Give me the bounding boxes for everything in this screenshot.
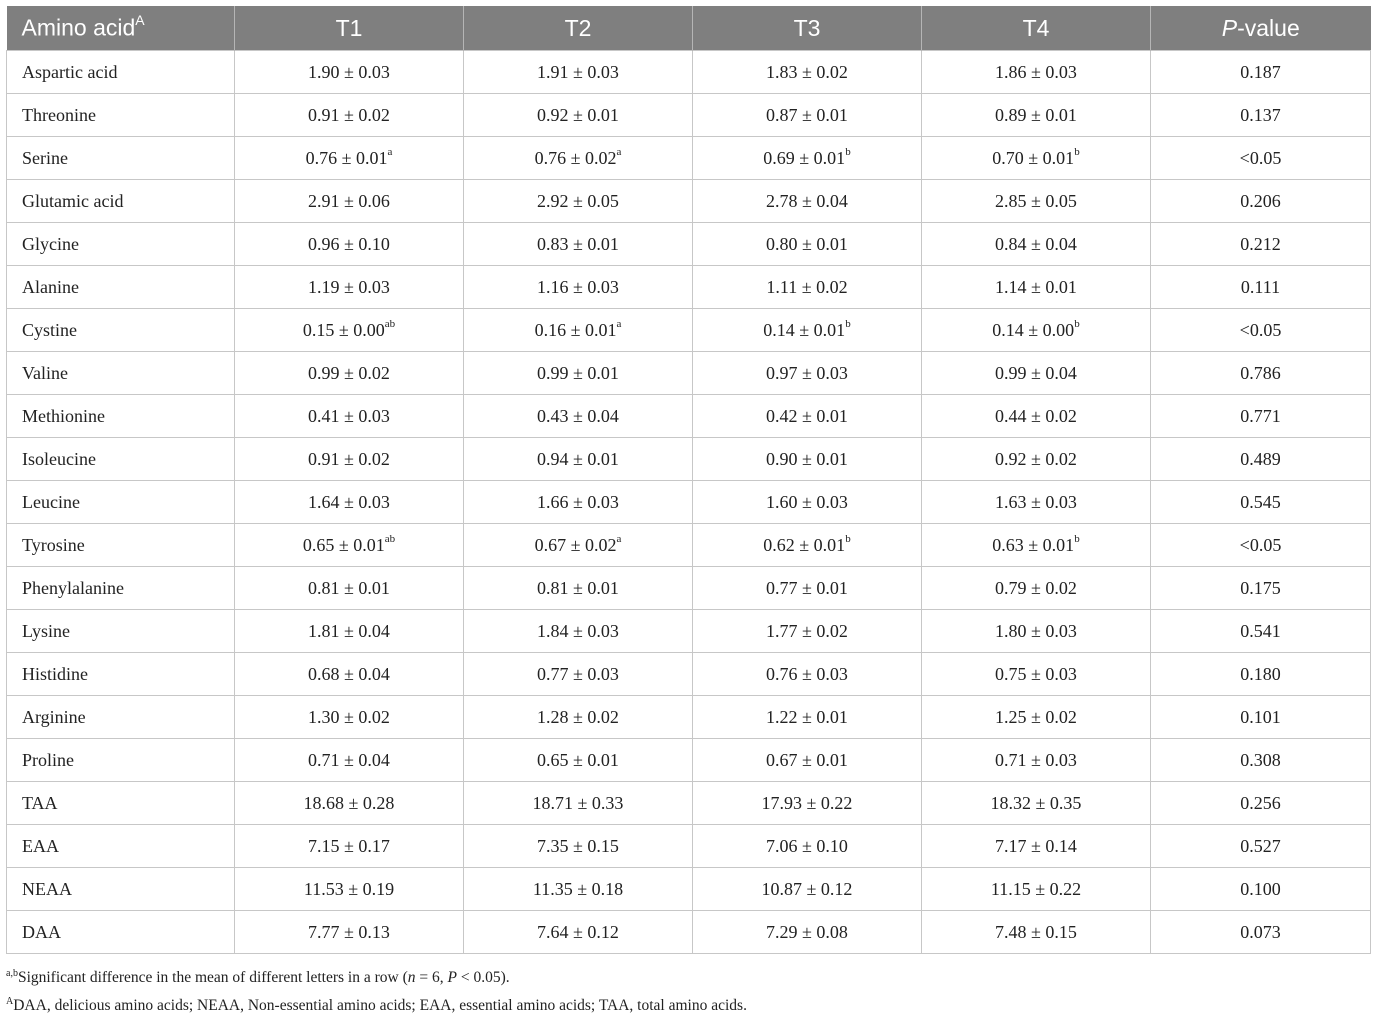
amino-acid-name: Proline — [7, 739, 235, 782]
cell-value: 0.89 ± 0.01 — [995, 104, 1077, 125]
p-value-cell: 0.489 — [1151, 438, 1371, 481]
value-cell-t4 — [922, 911, 1151, 954]
table-body — [7, 51, 1371, 954]
cell-value: 1.80 ± 0.03 — [995, 620, 1077, 641]
cell-value: 0.65 ± 0.01 — [537, 749, 619, 770]
table-header — [7, 6, 1371, 51]
cell-value: 1.19 ± 0.03 — [308, 276, 390, 297]
value-cell-t1 — [235, 739, 464, 782]
amino-acid-name: Threonine — [7, 94, 235, 137]
cell-value: 0.16 ± 0.01 — [534, 319, 617, 340]
footnote-abbreviations: $^A$DAA, delicious amino acids; NEAA, Non-essential amino acids; EAA, essential amino acids; TAA, total amino acids. — [6, 996, 747, 1015]
value-cell-t3 — [693, 610, 922, 653]
significance-letter: b — [1074, 145, 1080, 158]
cell-value: 1.90 ± 0.03 — [308, 61, 390, 82]
value-cell-t4 — [922, 94, 1151, 137]
cell-value: 1.14 ± 0.01 — [995, 276, 1077, 297]
value-cell-t3 — [693, 180, 922, 223]
value-cell-t2 — [464, 696, 693, 739]
p-value-cell: 0.206 — [1151, 180, 1371, 223]
cell-value: 1.22 ± 0.01 — [766, 706, 848, 727]
value-cell-t1 — [235, 309, 464, 352]
cell-value: 0.92 ± 0.01 — [537, 104, 619, 125]
cell-value: 0.67 ± 0.02 — [534, 534, 617, 555]
significance-letter: b — [1074, 317, 1080, 330]
header-t3: T3 — [693, 6, 922, 51]
p-value-cell: 0.545 — [1151, 481, 1371, 524]
table-row — [7, 524, 1371, 567]
amino-acid-name: Aspartic acid — [7, 51, 235, 94]
cell-value: 0.43 ± 0.04 — [537, 405, 619, 426]
p-value-cell: 0.308 — [1151, 739, 1371, 782]
cell-value: 0.71 ± 0.03 — [995, 749, 1077, 770]
cell-value: 7.48 ± 0.15 — [995, 921, 1077, 942]
value-cell-t2 — [464, 653, 693, 696]
value-cell-t2 — [464, 567, 693, 610]
significance-letter: ab — [384, 532, 396, 545]
cell-value: 18.68 ± 0.28 — [303, 792, 395, 813]
value-cell-t4 — [922, 524, 1151, 567]
significance-letter: b — [845, 532, 851, 545]
value-cell-t1 — [235, 782, 464, 825]
cell-value: 1.60 ± 0.03 — [766, 491, 848, 512]
cell-value: 0.76 ± 0.03 — [766, 663, 848, 684]
cell-value: 0.91 ± 0.02 — [308, 448, 390, 469]
p-value-cell: 0.786 — [1151, 352, 1371, 395]
value-cell-t1 — [235, 696, 464, 739]
cell-value: 2.92 ± 0.05 — [537, 190, 619, 211]
table-row — [7, 825, 1371, 868]
value-cell-t3 — [693, 868, 922, 911]
cell-value: 0.81 ± 0.01 — [537, 577, 619, 598]
value-cell-t2 — [464, 739, 693, 782]
cell-value: 2.91 ± 0.06 — [308, 190, 390, 211]
value-cell-t1 — [235, 51, 464, 94]
table-row — [7, 51, 1371, 94]
value-cell-t4 — [922, 395, 1151, 438]
p-value-cell: 0.175 — [1151, 567, 1371, 610]
amino-acid-name: Tyrosine — [7, 524, 235, 567]
header-amino-acid-sup: A — [135, 12, 145, 29]
cell-value: 0.96 ± 0.10 — [308, 233, 390, 254]
value-cell-t2 — [464, 309, 693, 352]
cell-value: 0.94 ± 0.01 — [537, 448, 619, 469]
value-cell-t1 — [235, 266, 464, 309]
value-cell-t3 — [693, 825, 922, 868]
value-cell-t1 — [235, 610, 464, 653]
amino-acid-name: Serine — [7, 137, 235, 180]
table-row — [7, 481, 1371, 524]
value-cell-t4 — [922, 567, 1151, 610]
p-value-cell: 0.073 — [1151, 911, 1371, 954]
p-value-cell: 0.212 — [1151, 223, 1371, 266]
value-cell-t3 — [693, 524, 922, 567]
amino-acid-name: Glutamic acid — [7, 180, 235, 223]
significance-letter: a — [616, 532, 622, 545]
header-t1: T1 — [235, 6, 464, 51]
table-row — [7, 653, 1371, 696]
cell-value: 0.81 ± 0.01 — [308, 577, 390, 598]
value-cell-t2 — [464, 51, 693, 94]
p-value-cell: 0.111 — [1151, 266, 1371, 309]
value-cell-t3 — [693, 94, 922, 137]
table-row — [7, 610, 1371, 653]
cell-value: 0.97 ± 0.03 — [766, 362, 848, 383]
p-value-cell: 0.541 — [1151, 610, 1371, 653]
cell-value: 1.66 ± 0.03 — [537, 491, 619, 512]
value-cell-t1 — [235, 825, 464, 868]
value-cell-t1 — [235, 94, 464, 137]
value-cell-t4 — [922, 180, 1151, 223]
value-cell-t2 — [464, 180, 693, 223]
cell-value: 0.76 ± 0.02 — [534, 147, 617, 168]
significance-letter: b — [845, 145, 851, 158]
value-cell-t2 — [464, 868, 693, 911]
cell-value: 0.63 ± 0.01 — [992, 534, 1075, 555]
cell-value: 18.32 ± 0.35 — [990, 792, 1082, 813]
cell-value: 0.65 ± 0.01 — [302, 534, 385, 555]
cell-value: 1.16 ± 0.03 — [537, 276, 619, 297]
cell-value: 1.84 ± 0.03 — [537, 620, 619, 641]
significance-letter: b — [845, 317, 851, 330]
p-value-cell: 0.256 — [1151, 782, 1371, 825]
value-cell-t4 — [922, 51, 1151, 94]
value-cell-t4 — [922, 868, 1151, 911]
cell-value: 0.99 ± 0.04 — [995, 362, 1077, 383]
cell-value: 11.35 ± 0.18 — [532, 878, 624, 899]
amino-acid-name: Leucine — [7, 481, 235, 524]
value-cell-t2 — [464, 524, 693, 567]
cell-value: 0.15 ± 0.00 — [302, 319, 385, 340]
value-cell-t1 — [235, 868, 464, 911]
cell-value: 0.70 ± 0.01 — [992, 147, 1075, 168]
value-cell-t3 — [693, 395, 922, 438]
cell-value: 0.75 ± 0.03 — [995, 663, 1077, 684]
cell-value: 0.77 ± 0.01 — [766, 577, 848, 598]
cell-value: 1.63 ± 0.03 — [995, 491, 1077, 512]
table-row — [7, 180, 1371, 223]
cell-value: 10.87 ± 0.12 — [761, 878, 853, 899]
value-cell-t1 — [235, 567, 464, 610]
amino-acid-name: Valine — [7, 352, 235, 395]
table-row — [7, 94, 1371, 137]
value-cell-t3 — [693, 481, 922, 524]
cell-value: 1.28 ± 0.02 — [537, 706, 619, 727]
value-cell-t1 — [235, 653, 464, 696]
table-row — [7, 782, 1371, 825]
document — [6, 6, 1370, 1018]
cell-value: 1.64 ± 0.03 — [308, 491, 390, 512]
value-cell-t2 — [464, 610, 693, 653]
significance-letter: a — [616, 317, 622, 330]
cell-value: 0.67 ± 0.01 — [766, 749, 848, 770]
value-cell-t4 — [922, 352, 1151, 395]
footnote-significance: $^{a,b}$Significant difference in the mean of different letters in a row (n = 6, P < 0.05). — [6, 968, 510, 987]
amino-acid-name: Alanine — [7, 266, 235, 309]
value-cell-t1 — [235, 180, 464, 223]
cell-value: 1.77 ± 0.02 — [766, 620, 848, 641]
cell-value: 0.14 ± 0.01 — [763, 319, 846, 340]
cell-value: 11.15 ± 0.22 — [990, 878, 1082, 899]
value-cell-t3 — [693, 352, 922, 395]
value-cell-t2 — [464, 438, 693, 481]
value-cell-t3 — [693, 911, 922, 954]
value-cell-t2 — [464, 825, 693, 868]
value-cell-t2 — [464, 395, 693, 438]
header-amino-acid: Amino acid$^A$ — [7, 6, 235, 51]
amino-acid-name: DAA — [7, 911, 235, 954]
cell-value: 0.99 ± 0.01 — [537, 362, 619, 383]
table-row — [7, 567, 1371, 610]
cell-value: 1.11 ± 0.02 — [766, 276, 848, 297]
p-value-cell: <0.05 — [1151, 309, 1371, 352]
value-cell-t2 — [464, 223, 693, 266]
cell-value: 0.71 ± 0.04 — [308, 749, 390, 770]
value-cell-t1 — [235, 395, 464, 438]
value-cell-t4 — [922, 696, 1151, 739]
value-cell-t1 — [235, 223, 464, 266]
footnotes — [6, 962, 1370, 1018]
cell-value: 0.62 ± 0.01 — [763, 534, 846, 555]
amino-acid-name: Arginine — [7, 696, 235, 739]
value-cell-t4 — [922, 137, 1151, 180]
value-cell-t4 — [922, 309, 1151, 352]
value-cell-t3 — [693, 309, 922, 352]
value-cell-t2 — [464, 137, 693, 180]
value-cell-t3 — [693, 696, 922, 739]
value-cell-t3 — [693, 51, 922, 94]
amino-acid-name: Methionine — [7, 395, 235, 438]
amino-acid-name: Lysine — [7, 610, 235, 653]
cell-value: 0.68 ± 0.04 — [308, 663, 390, 684]
amino-acid-name: TAA — [7, 782, 235, 825]
value-cell-t3 — [693, 567, 922, 610]
value-cell-t2 — [464, 782, 693, 825]
table-row — [7, 395, 1371, 438]
table-row — [7, 868, 1371, 911]
cell-value: 1.81 ± 0.04 — [308, 620, 390, 641]
amino-acid-name: Histidine — [7, 653, 235, 696]
cell-value: 0.76 ± 0.01 — [305, 147, 388, 168]
table-row — [7, 696, 1371, 739]
table-row — [7, 266, 1371, 309]
value-cell-t1 — [235, 137, 464, 180]
value-cell-t3 — [693, 782, 922, 825]
table-row — [7, 137, 1371, 180]
cell-value: 7.35 ± 0.15 — [537, 835, 619, 856]
cell-value: 0.91 ± 0.02 — [308, 104, 390, 125]
header-t4: T4 — [922, 6, 1151, 51]
amino-acid-name: Glycine — [7, 223, 235, 266]
cell-value: 7.06 ± 0.10 — [766, 835, 848, 856]
value-cell-t4 — [922, 610, 1151, 653]
value-cell-t4 — [922, 266, 1151, 309]
table-row — [7, 223, 1371, 266]
value-cell-t1 — [235, 524, 464, 567]
p-value-cell: 0.100 — [1151, 868, 1371, 911]
cell-value: 0.41 ± 0.03 — [308, 405, 390, 426]
amino-acid-name: Cystine — [7, 309, 235, 352]
value-cell-t2 — [464, 911, 693, 954]
cell-value: 17.93 ± 0.22 — [761, 792, 853, 813]
value-cell-t1 — [235, 438, 464, 481]
p-value-cell: 0.180 — [1151, 653, 1371, 696]
cell-value: 0.77 ± 0.03 — [537, 663, 619, 684]
value-cell-t4 — [922, 782, 1151, 825]
cell-value: 2.78 ± 0.04 — [766, 190, 848, 211]
cell-value: 0.80 ± 0.01 — [766, 233, 848, 254]
value-cell-t4 — [922, 438, 1151, 481]
value-cell-t3 — [693, 438, 922, 481]
p-value-cell: <0.05 — [1151, 137, 1371, 180]
table-row — [7, 911, 1371, 954]
header-t2: T2 — [464, 6, 693, 51]
p-value-cell: 0.187 — [1151, 51, 1371, 94]
cell-value: 0.92 ± 0.02 — [995, 448, 1077, 469]
table-row — [7, 739, 1371, 782]
cell-value: 1.91 ± 0.03 — [537, 61, 619, 82]
value-cell-t3 — [693, 653, 922, 696]
cell-value: 0.99 ± 0.02 — [308, 362, 390, 383]
cell-value: 7.15 ± 0.17 — [308, 835, 390, 856]
p-value-cell: <0.05 — [1151, 524, 1371, 567]
p-value-cell: 0.101 — [1151, 696, 1371, 739]
cell-value: 0.42 ± 0.01 — [766, 405, 848, 426]
table-row — [7, 309, 1371, 352]
cell-value: 0.87 ± 0.01 — [766, 104, 848, 125]
p-value-cell: 0.771 — [1151, 395, 1371, 438]
p-value-cell: 0.527 — [1151, 825, 1371, 868]
value-cell-t3 — [693, 739, 922, 782]
significance-letter: a — [616, 145, 622, 158]
value-cell-t3 — [693, 137, 922, 180]
cell-value: 2.85 ± 0.05 — [995, 190, 1077, 211]
cell-value: 7.29 ± 0.08 — [766, 921, 848, 942]
cell-value: 0.69 ± 0.01 — [763, 147, 846, 168]
value-cell-t2 — [464, 352, 693, 395]
cell-value: 0.84 ± 0.04 — [995, 233, 1077, 254]
significance-letter: b — [1074, 532, 1080, 545]
value-cell-t1 — [235, 352, 464, 395]
cell-value: 11.53 ± 0.19 — [303, 878, 395, 899]
value-cell-t4 — [922, 223, 1151, 266]
amino-acid-name: EAA — [7, 825, 235, 868]
value-cell-t4 — [922, 825, 1151, 868]
cell-value: 1.25 ± 0.02 — [995, 706, 1077, 727]
cell-value: 18.71 ± 0.33 — [532, 792, 624, 813]
cell-value: 7.17 ± 0.14 — [995, 835, 1077, 856]
amino-acid-name: Isoleucine — [7, 438, 235, 481]
significance-letter: ab — [384, 317, 396, 330]
significance-letter: a — [387, 145, 393, 158]
cell-value: 1.86 ± 0.03 — [995, 61, 1077, 82]
amino-acid-table — [6, 6, 1371, 954]
value-cell-t2 — [464, 266, 693, 309]
cell-value: 0.90 ± 0.01 — [766, 448, 848, 469]
p-value-cell: 0.137 — [1151, 94, 1371, 137]
value-cell-t4 — [922, 739, 1151, 782]
value-cell-t3 — [693, 266, 922, 309]
cell-value: 0.44 ± 0.02 — [995, 405, 1077, 426]
header-p-value: P-value — [1151, 6, 1371, 51]
value-cell-t1 — [235, 911, 464, 954]
cell-value: 0.83 ± 0.01 — [537, 233, 619, 254]
cell-value: 0.14 ± 0.00 — [992, 319, 1075, 340]
value-cell-t3 — [693, 223, 922, 266]
table-row — [7, 438, 1371, 481]
header-row — [7, 6, 1371, 51]
cell-value: 7.64 ± 0.12 — [537, 921, 619, 942]
table-row — [7, 352, 1371, 395]
value-cell-t2 — [464, 94, 693, 137]
value-cell-t1 — [235, 481, 464, 524]
amino-acid-name: Phenylalanine — [7, 567, 235, 610]
value-cell-t4 — [922, 481, 1151, 524]
cell-value: 1.30 ± 0.02 — [308, 706, 390, 727]
cell-value: 0.79 ± 0.02 — [995, 577, 1077, 598]
value-cell-t2 — [464, 481, 693, 524]
cell-value: 7.77 ± 0.13 — [308, 921, 390, 942]
value-cell-t4 — [922, 653, 1151, 696]
amino-acid-name: NEAA — [7, 868, 235, 911]
cell-value: 1.83 ± 0.02 — [766, 61, 848, 82]
